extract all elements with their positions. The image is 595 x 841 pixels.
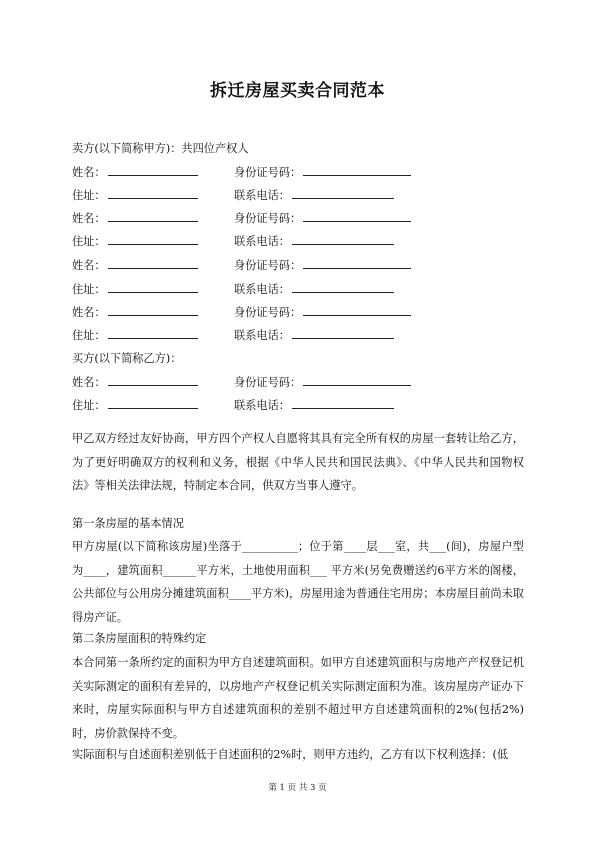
phone-label: 联系电话：	[234, 329, 290, 342]
address-blank	[108, 395, 198, 409]
address-label: 住址：	[72, 329, 106, 342]
buyer-phone-field	[234, 394, 394, 417]
id-label: 身份证号码：	[234, 376, 302, 389]
address-blank	[108, 279, 198, 293]
article-2-heading: 第二条房屋面积的特殊约定	[72, 632, 207, 645]
seller3-address-field	[72, 278, 198, 301]
seller2-name-field	[72, 207, 198, 230]
id-blank	[303, 162, 411, 176]
name-blank	[108, 255, 198, 269]
phone-blank	[292, 325, 394, 339]
seller1-id-field	[234, 161, 411, 184]
address-label: 住址：	[72, 235, 106, 248]
seller2-id-field	[234, 207, 411, 230]
phone-blank	[292, 279, 394, 293]
seller3-phone-field	[234, 278, 394, 301]
seller4-address-field	[72, 324, 198, 347]
id-label: 身份证号码：	[234, 166, 302, 179]
name-blank	[108, 372, 198, 386]
name-label: 姓名：	[72, 212, 106, 225]
seller1-name-field	[72, 161, 198, 184]
article-1-heading: 第一条房屋的基本情况	[72, 517, 184, 530]
phone-blank	[292, 395, 394, 409]
article-2-body: 本合同第一条所约定的面积为甲方自述建筑面积。如甲方自述建筑面积与房地产产权登记机关实际测定的面积有差异的，以房地产产权登记机关实际测定面积为准。该房屋房产证办下来时，房屋实际面积与甲方自述建筑面积的差别不超过甲方自述建筑面积的2%(包括2%)时，房价款保持不变。	[72, 656, 524, 740]
id-blank	[303, 302, 411, 316]
id-label: 身份证号码：	[234, 212, 302, 225]
seller1-phone-field	[234, 184, 394, 207]
document-title: 拆迁房屋买卖合同范本	[210, 81, 385, 101]
page-footer: 第 1 页 共 3 页	[268, 783, 327, 793]
address-blank	[108, 185, 198, 199]
address-blank	[108, 325, 198, 339]
name-label: 姓名：	[72, 259, 106, 272]
phone-label: 联系电话：	[234, 283, 290, 296]
id-blank	[303, 255, 411, 269]
id-blank	[303, 372, 411, 386]
seller2-address-field	[72, 230, 198, 253]
phone-blank	[292, 185, 394, 199]
intro-paragraph: 甲乙双方经过友好协商，甲方四个产权人自愿将其具有完全所有权的房屋一套转让给乙方，为了更好明确双方的权利和义务，根据《中华人民共和国民法典》、《中华人民共和国物权法》等相关法律法规，特制定本合同，供双方当事人遵守。	[72, 432, 524, 492]
name-label: 姓名：	[72, 376, 106, 389]
address-label: 住址：	[72, 283, 106, 296]
seller2-phone-field	[234, 230, 394, 253]
buyer-name-field	[72, 371, 198, 394]
phone-blank	[292, 231, 394, 245]
name-blank	[108, 162, 198, 176]
id-label: 身份证号码：	[234, 306, 302, 319]
phone-label: 联系电话：	[234, 189, 290, 202]
seller3-name-field	[72, 254, 198, 277]
seller-heading: 卖方(以下简称甲方)：共四位产权人	[72, 142, 249, 155]
buyer-id-field	[234, 371, 411, 394]
address-label: 住址：	[72, 399, 106, 412]
address-label: 住址：	[72, 189, 106, 202]
name-label: 姓名：	[72, 166, 106, 179]
seller3-id-field	[234, 254, 411, 277]
article-2-continuation: 实际面积与自述面积差别低于自述面积的2%时，则甲方违约，乙方有以下权利选择：(低	[72, 748, 509, 761]
id-label: 身份证号码：	[234, 259, 302, 272]
id-blank	[303, 208, 411, 222]
buyer-address-field	[72, 394, 198, 417]
seller4-phone-field	[234, 324, 394, 347]
name-blank	[108, 208, 198, 222]
buyer-heading: 买方(以下简称乙方)：	[72, 352, 182, 365]
phone-label: 联系电话：	[234, 399, 290, 412]
seller4-name-field	[72, 301, 198, 324]
phone-label: 联系电话：	[234, 235, 290, 248]
seller1-address-field	[72, 184, 198, 207]
article-1-body: 甲方房屋(以下简称该房屋)坐落于__________；位于第____层___室，共___(间)，房屋户型为____，建筑面积______平方米，土地使用面积___ 平方米(另免费赠送约6平方米的阁楼，公共部位与公用房分摊建筑面积____平方米)，房屋用途为普通住宅用房；本房屋目前尚未取得房产证。	[72, 540, 524, 624]
name-blank	[108, 302, 198, 316]
seller4-id-field	[234, 301, 411, 324]
address-blank	[108, 231, 198, 245]
name-label: 姓名：	[72, 306, 106, 319]
